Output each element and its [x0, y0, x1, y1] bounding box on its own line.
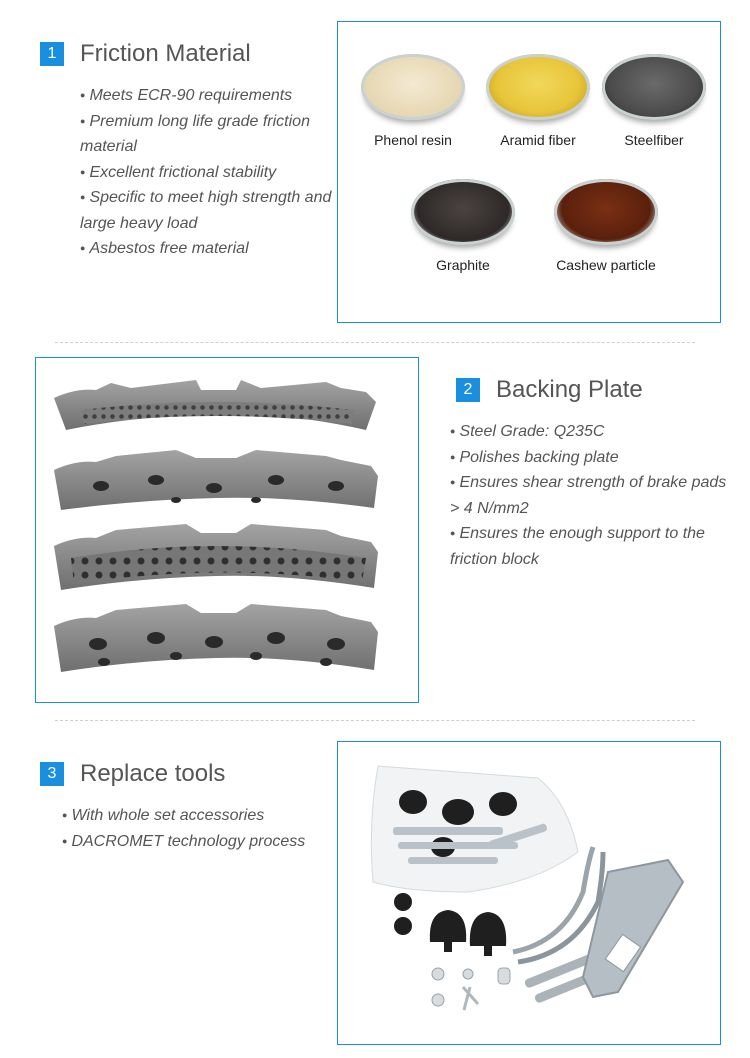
- replace-tools-image-panel: [337, 741, 721, 1045]
- backing-plate-image-panel: [35, 357, 419, 703]
- backing-plate-studded: [54, 524, 378, 590]
- bullet-item: ● Specific to meet high strength and large heavy load: [80, 185, 340, 236]
- section-title-backing-plate: Backing Plate: [496, 376, 643, 403]
- material-steelfiber: [594, 54, 714, 148]
- graphite-dish-image: [411, 179, 515, 245]
- bullet-item: ● Premium long life grade friction material: [80, 109, 340, 160]
- material-graphite: [403, 179, 523, 273]
- friction-materials-panel: [337, 21, 721, 323]
- section-number-3: 3: [40, 762, 64, 786]
- section-title-friction-material: Friction Material: [80, 40, 251, 67]
- section-1-header: [40, 40, 251, 68]
- material-label: Phenol resin: [374, 132, 452, 148]
- backing-plates-illustration: [36, 358, 417, 701]
- bullet-item: ● Steel Grade: Q235C: [450, 419, 740, 445]
- bullet-item: ● Excellent frictional stability: [80, 160, 340, 186]
- section-number-2: 2: [456, 378, 480, 402]
- backing-plate-holed: [54, 604, 378, 672]
- section-2-header: [456, 376, 643, 404]
- friction-material-bullets: [80, 83, 340, 262]
- backing-plate-mesh: [54, 380, 376, 430]
- bullet-item: ● Meets ECR-90 requirements: [80, 83, 340, 109]
- material-label: Steelfiber: [624, 132, 684, 148]
- section-divider: [55, 342, 695, 343]
- accessory-kit-illustration: [338, 742, 719, 1043]
- cashew-particle-dish-image: [554, 179, 658, 245]
- bullet-item: ● DACROMET technology process: [62, 829, 332, 855]
- section-title-replace-tools: Replace tools: [80, 760, 226, 787]
- section-number-1: 1: [40, 42, 64, 66]
- material-aramid-fiber: [478, 54, 598, 148]
- bullet-item: ● Ensures the enough support to the friction block: [450, 521, 740, 572]
- material-phenol-resin: [353, 54, 473, 148]
- backing-plate-bullets: [450, 419, 740, 572]
- section-3-header: [40, 760, 225, 788]
- aramid-fiber-dish-image: [486, 54, 590, 120]
- material-label: Graphite: [436, 257, 490, 273]
- material-label: Aramid fiber: [500, 132, 576, 148]
- bullet-item: ● Asbestos free material: [80, 236, 340, 262]
- bullet-item: ● Ensures shear strength of brake pads > 4 N/mm2: [450, 470, 740, 521]
- backing-plate-flat: [54, 450, 378, 510]
- material-label: Cashew particle: [556, 257, 656, 273]
- phenol-resin-dish-image: [361, 54, 465, 120]
- steelfiber-dish-image: [602, 54, 706, 120]
- section-divider: [55, 720, 695, 721]
- material-cashew-particle: [546, 179, 666, 273]
- bullet-item: ● Polishes backing plate: [450, 445, 740, 471]
- bullet-item: ● With whole set accessories: [62, 803, 332, 829]
- replace-tools-bullets: [62, 803, 332, 854]
